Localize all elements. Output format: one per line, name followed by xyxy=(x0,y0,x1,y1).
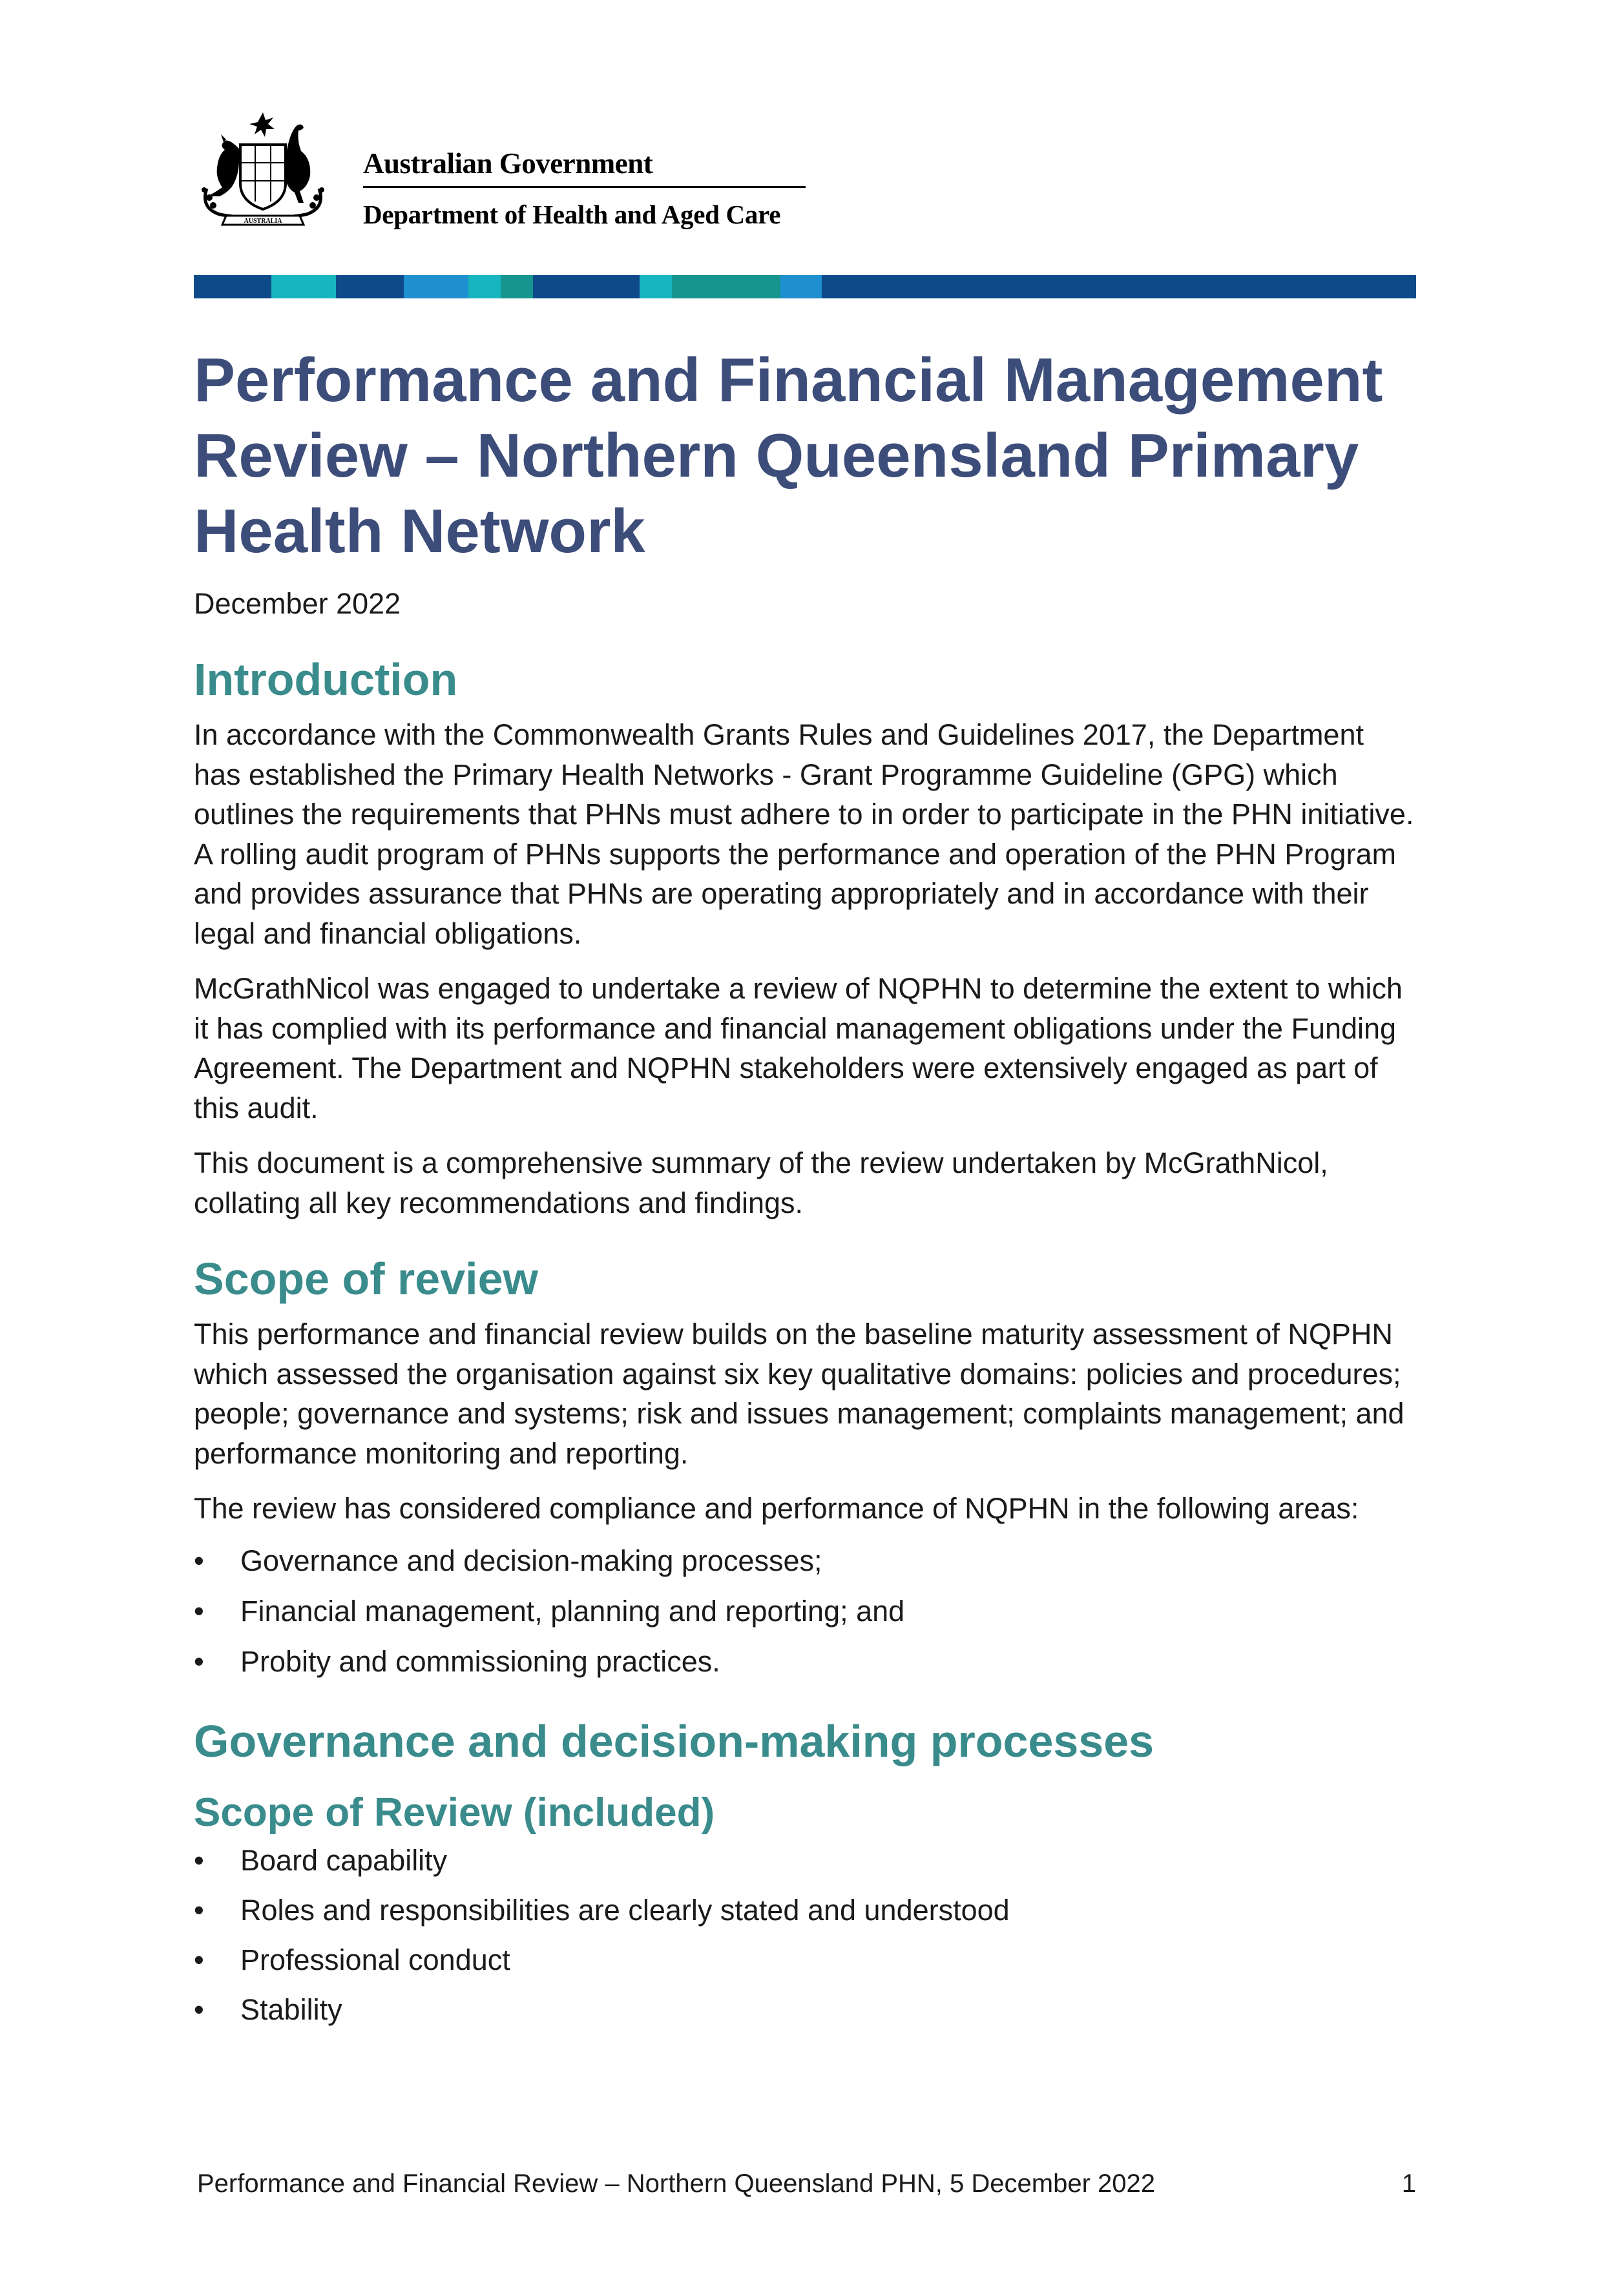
list-item xyxy=(194,1991,1416,2029)
color-bar-segment xyxy=(336,275,404,298)
list-item-text: Stability xyxy=(240,1992,342,2026)
bullet-icon: • xyxy=(194,1644,204,1678)
scope-paragraph: This performance and financial review builds on the baseline maturity assessment of NQPHN which assessed the organisation against six key qualitative domains: policies and procedures; people; governance and systems; risk and issues management; complaints management; and performance monitoring and reporting. xyxy=(194,1318,1404,1470)
color-bar-segment xyxy=(780,275,822,298)
list-item xyxy=(194,1592,1416,1631)
government-name: Australian Government xyxy=(363,147,653,180)
department-name: Department of Health and Aged Care xyxy=(363,200,781,229)
introduction-heading: Introduction xyxy=(194,654,458,705)
bullet-icon: • xyxy=(194,1943,204,1976)
list-item-text: Governance and decision-making processes; xyxy=(240,1544,822,1577)
list-item-text: Financial management, planning and reporting; and xyxy=(240,1594,905,1628)
color-bar-segment xyxy=(533,275,640,298)
government-branding xyxy=(363,146,806,231)
footer-text: Performance and Financial Review – Northern Queensland PHN, 5 December 2022 xyxy=(197,2169,1155,2198)
color-bar-segment xyxy=(672,275,780,298)
list-item xyxy=(194,1941,1416,1980)
scope-bullet-list xyxy=(194,1542,1416,1681)
document-content xyxy=(194,342,1416,2029)
list-item-text: Professional conduct xyxy=(240,1943,510,1976)
color-bar-segment xyxy=(271,275,336,298)
governance-heading: Governance and decision-making processes xyxy=(194,1715,1154,1766)
header-color-bar xyxy=(194,275,1416,298)
page-footer xyxy=(197,2167,1416,2200)
color-bar-segment xyxy=(404,275,468,298)
color-bar-segment xyxy=(822,275,1416,298)
branding-divider xyxy=(363,186,806,188)
bullet-icon: • xyxy=(194,1992,204,2026)
color-bar-segment xyxy=(194,275,271,298)
coat-of-arms-icon xyxy=(194,111,332,231)
list-item xyxy=(194,1891,1416,1930)
governance-subheading: Scope of Review (included) xyxy=(194,1790,715,1835)
list-item-text: Board capability xyxy=(240,1843,448,1877)
color-bar-segment xyxy=(501,275,533,298)
crest-scroll-text: AUSTRALIA xyxy=(244,218,282,225)
list-item xyxy=(194,1542,1416,1580)
scope-section xyxy=(194,1251,1416,1681)
governance-section xyxy=(194,1713,1416,2029)
governance-bullet-list xyxy=(194,1841,1416,2029)
bullet-icon: • xyxy=(194,1594,204,1628)
list-item xyxy=(194,1642,1416,1681)
bullet-icon: • xyxy=(194,1893,204,1927)
page-title: Performance and Financial Management Review – Northern Queensland Primary Health Network xyxy=(194,346,1383,566)
bullet-icon: • xyxy=(194,1544,204,1577)
page-number: 1 xyxy=(1401,2169,1416,2198)
intro-paragraph: In accordance with the Commonwealth Grants Rules and Guidelines 2017, the Department has established the Primary Health Networks - Grant Programme Guideline (GPG) which outlines the requirements that PHNs must adhere to in order to participate in the PHN initiative. A rolling audit program of PHNs supports the performance and operation of the PHN Program and provides assurance that PHNs are operating appropriately and in accordance with their legal and financial obligations. xyxy=(194,718,1414,950)
intro-paragraph: This document is a comprehensive summary of the review undertaken by McGrathNicol, collating all key recommendations and findings. xyxy=(194,1146,1328,1219)
scope-paragraph: The review has considered compliance and performance of NQPHN in the following areas: xyxy=(194,1492,1359,1525)
color-bar-segment xyxy=(640,275,672,298)
introduction-section xyxy=(194,652,1416,1223)
color-bar-segment xyxy=(468,275,501,298)
document-date: December 2022 xyxy=(194,587,401,620)
bullet-icon: • xyxy=(194,1843,204,1877)
intro-paragraph: McGrathNicol was engaged to undertake a review of NQPHN to determine the extent to which it has complied with its performance and financial management obligations under the Funding Agreement. The Department and NQPHN stakeholders were extensively engaged as part of this audit. xyxy=(194,972,1403,1124)
list-item xyxy=(194,1841,1416,1880)
list-item-text: Probity and commissioning practices. xyxy=(240,1644,720,1678)
scope-heading: Scope of review xyxy=(194,1254,538,1304)
list-item-text: Roles and responsibilities are clearly stated and understood xyxy=(240,1893,1010,1927)
